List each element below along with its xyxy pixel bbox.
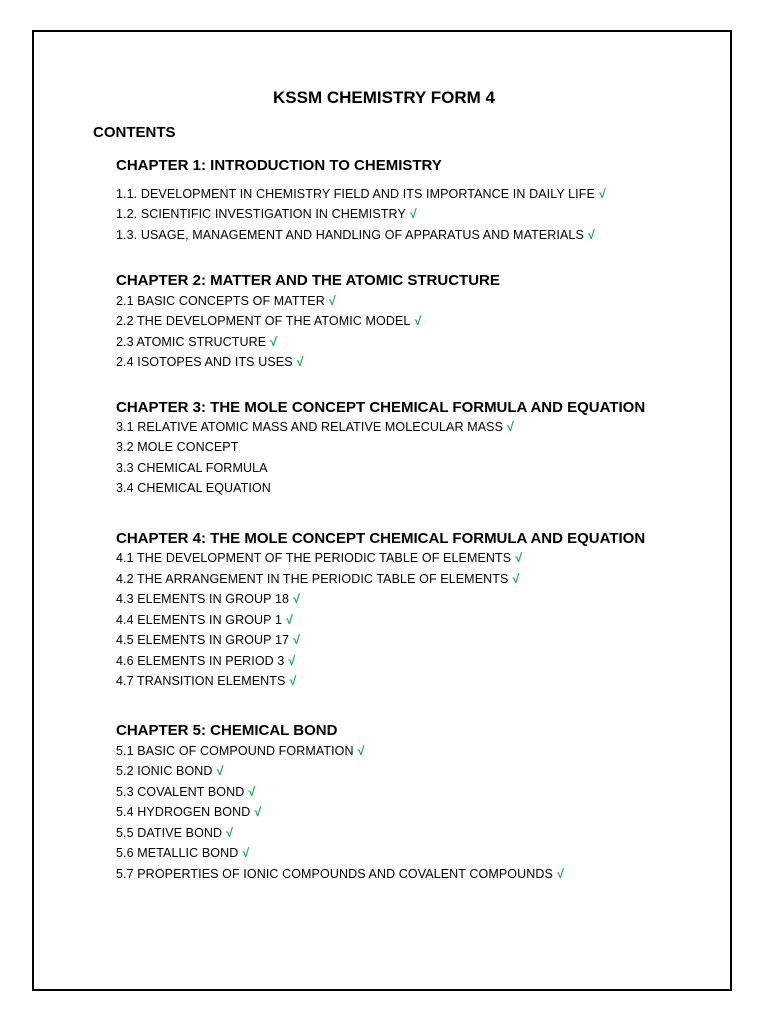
toc-item: [116, 592, 300, 606]
chapter-heading: CHAPTER 2: MATTER AND THE ATOMIC STRUCTURE: [116, 272, 500, 289]
toc-item: [116, 654, 295, 668]
toc-item: [116, 335, 277, 349]
toc-item-text: 3.3 CHEMICAL FORMULA: [116, 461, 268, 475]
toc-item-text: 3.2 MOLE CONCEPT: [116, 440, 239, 454]
checkmark-icon: √: [296, 355, 304, 369]
checkmark-icon: √: [270, 335, 278, 349]
toc-item-text: 1.1. DEVELOPMENT IN CHEMISTRY FIELD AND ITS IMPORTANCE IN DAILY LIFE: [116, 187, 595, 201]
toc-item: [116, 785, 255, 799]
toc-item: [116, 420, 514, 434]
toc-item: [116, 481, 271, 495]
toc-item: [116, 572, 519, 586]
checkmark-icon: √: [587, 228, 595, 242]
toc-item: [116, 613, 293, 627]
checkmark-icon: √: [293, 592, 301, 606]
toc-item: [116, 314, 421, 328]
checkmark-icon: √: [226, 826, 234, 840]
toc-item-text: 4.3 ELEMENTS IN GROUP 18: [116, 592, 290, 606]
toc-item-text: 3.4 CHEMICAL EQUATION: [116, 481, 271, 495]
checkmark-icon: √: [409, 207, 417, 221]
toc-item: [116, 461, 268, 475]
checkmark-icon: √: [286, 613, 293, 627]
checkmark-icon: √: [289, 674, 297, 688]
toc-item: [116, 826, 233, 840]
checkmark-icon: √: [598, 187, 606, 201]
toc-item-text: 5.4 HYDROGEN BOND: [116, 805, 251, 819]
toc-item: [116, 228, 595, 242]
toc-item-text: 2.2 THE DEVELOPMENT OF THE ATOMIC MODEL: [116, 314, 411, 328]
toc-item: [116, 187, 606, 201]
chapter-heading: CHAPTER 3: THE MOLE CONCEPT CHEMICAL FORMULA AND EQUATION: [116, 399, 646, 416]
toc-item-text: 2.3 ATOMIC STRUCTURE: [116, 335, 267, 349]
checkmark-icon: √: [357, 744, 365, 758]
toc-item-text: 4.7 TRANSITION ELEMENTS: [116, 674, 286, 688]
toc-item-text: 4.5 ELEMENTS IN GROUP 17: [116, 633, 290, 647]
toc-item: [116, 355, 304, 369]
chapter-heading: CHAPTER 5: CHEMICAL BOND: [116, 722, 338, 739]
checkmark-icon: √: [507, 420, 514, 434]
toc-item: [116, 633, 300, 647]
checkmark-icon: √: [242, 846, 250, 860]
checkmark-icon: √: [248, 785, 256, 799]
toc-item-text: 4.6 ELEMENTS IN PERIOD 3: [116, 654, 285, 668]
toc-item-text: 4.1 THE DEVELOPMENT OF THE PERIODIC TABLE OF ELEMENTS: [116, 551, 512, 565]
checkmark-icon: √: [512, 572, 520, 586]
document-title: KSSM CHEMISTRY FORM 4: [273, 88, 495, 107]
toc-item-text: 4.2 THE ARRANGEMENT IN THE PERIODIC TABLE OF ELEMENTS: [116, 572, 509, 586]
toc-item: [116, 207, 417, 221]
toc-item: [116, 846, 249, 860]
toc-item-text: 2.4 ISOTOPES AND ITS USES: [116, 355, 293, 369]
toc-item: [116, 805, 261, 819]
toc-item-text: 3.1 RELATIVE ATOMIC MASS AND RELATIVE MOLECULAR MASS: [116, 420, 504, 434]
checkmark-icon: √: [254, 805, 262, 819]
checkmark-icon: √: [288, 654, 296, 668]
toc-item-text: 5.7 PROPERTIES OF IONIC COMPOUNDS AND COVALENT COMPOUNDS: [116, 867, 553, 881]
checkmark-icon: √: [414, 314, 422, 328]
toc-item: [116, 867, 564, 881]
toc-item-text: 2.1 BASIC CONCEPTS OF MATTER: [116, 294, 325, 308]
toc-item-text: 5.6 METALLIC BOND: [116, 846, 239, 860]
toc-item: [116, 764, 224, 778]
toc-item-text: 5.5 DATIVE BOND: [116, 826, 223, 840]
checkmark-icon: √: [293, 633, 301, 647]
checkmark-icon: √: [216, 764, 224, 778]
toc-item-text: 1.2. SCIENTIFIC INVESTIGATION IN CHEMISTRY: [116, 207, 406, 221]
checkmark-icon: √: [328, 294, 336, 308]
chapter-heading: CHAPTER 4: THE MOLE CONCEPT CHEMICAL FORMULA AND EQUATION: [116, 530, 646, 547]
toc-item-text: 4.4 ELEMENTS IN GROUP 1: [116, 613, 283, 627]
chapter-heading: CHAPTER 1: INTRODUCTION TO CHEMISTRY: [116, 157, 442, 174]
toc-item: [116, 440, 238, 454]
toc-item: [116, 674, 296, 688]
toc-item-text: 1.3. USAGE, MANAGEMENT AND HANDLING OF APPARATUS AND MATERIALS: [116, 228, 584, 242]
contents-heading: CONTENTS: [93, 124, 176, 141]
toc-item: [116, 294, 336, 308]
toc-item-text: 5.2 IONIC BOND: [116, 764, 213, 778]
toc-item: [116, 551, 522, 565]
checkmark-icon: √: [556, 867, 564, 881]
checkmark-icon: √: [515, 551, 523, 565]
toc-item-text: 5.3 COVALENT BOND: [116, 785, 245, 799]
toc-item: [116, 744, 365, 758]
toc-item-text: 5.1 BASIC OF COMPOUND FORMATION: [116, 744, 354, 758]
